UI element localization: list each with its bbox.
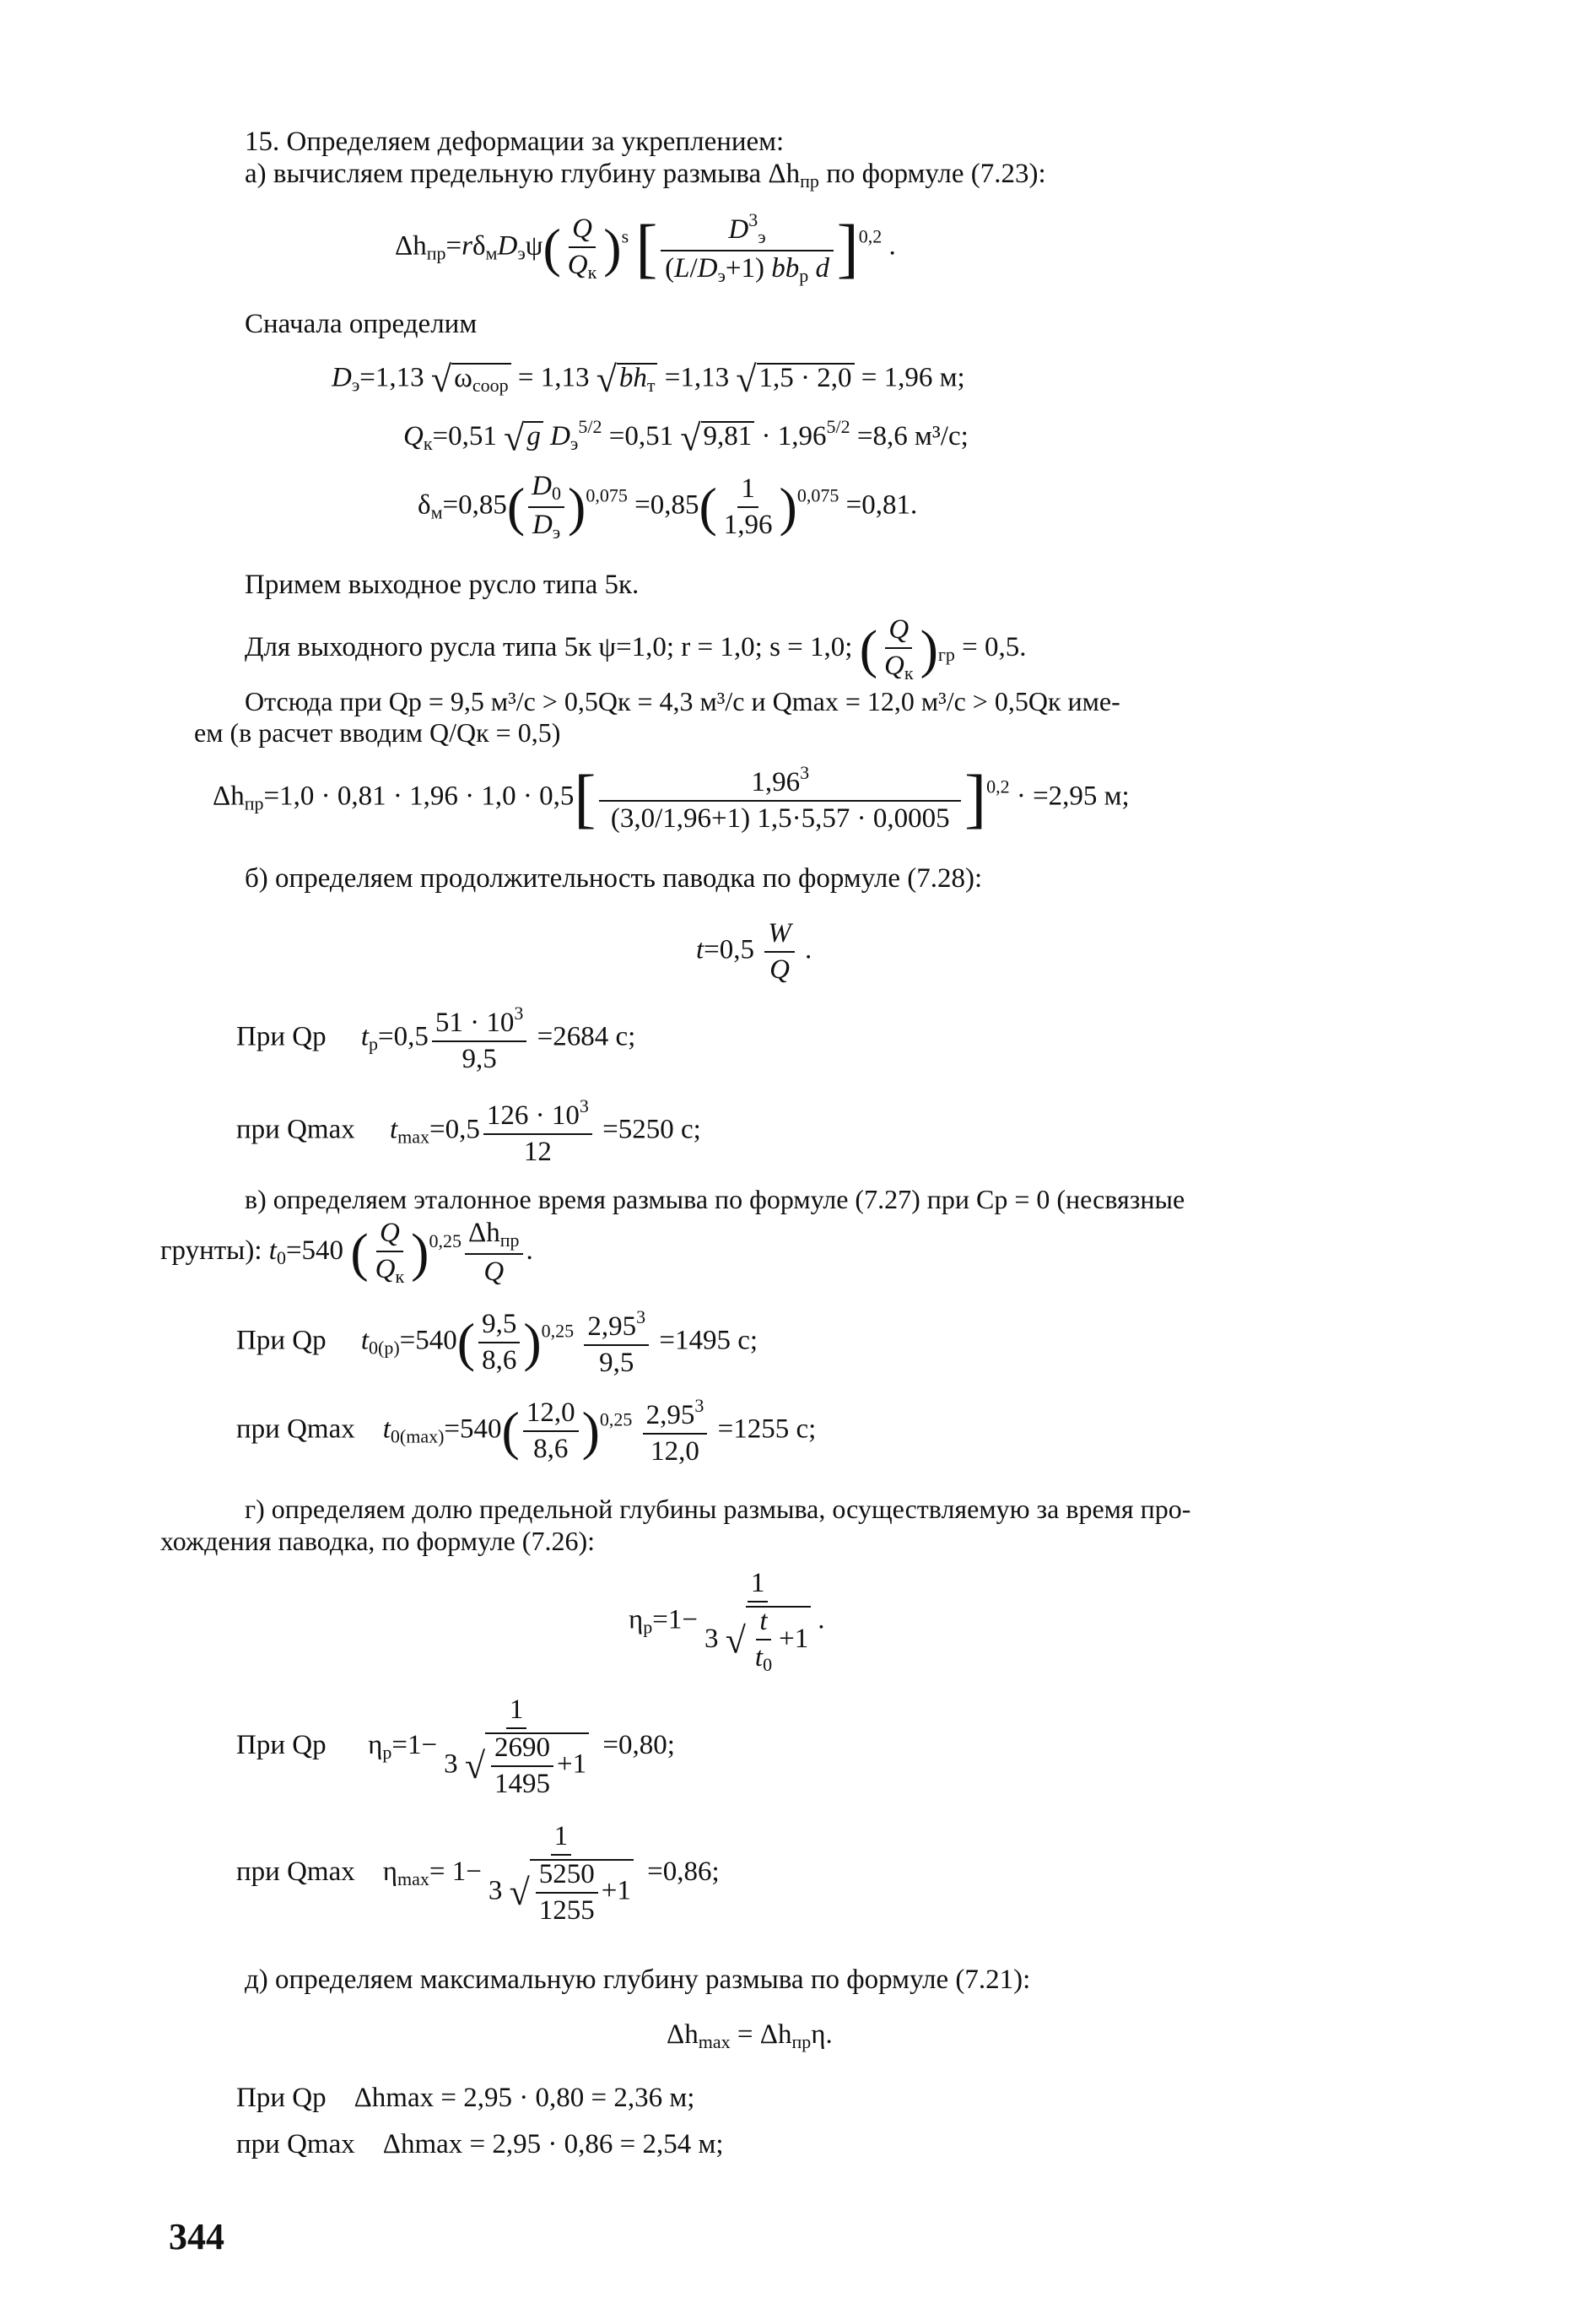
first-define-text: Сначала определим [245,309,478,339]
formula-eta: $\eta_р=1-$ 1 3 √ $\frac{t}{t_0}$ +1 . [629,1568,825,1675]
step-a-intro: а) вычисляем предельную глубину размыва $\Delta h_{пр}$ по формуле (7.23): [245,159,1046,192]
formula-dh-pr: $\Delta h_{пр}=r\delta_мD_э\psi$( $\frac{Q}{Q_к}$ )$^s$ [ $\frac{D^3_э}{(L/D_э+1) bb_р d}$ ]$^{0,2}$ . [395,209,896,286]
calc-eta-max: при Qmax $\eta_{max}= 1-$ 1 3 √ $\frac{5250}{1255}$ +1 =0,86; [236,1821,720,1926]
label-at-qp: При Qр [236,1021,327,1052]
eta-max-result: =0,86; [647,1856,720,1888]
step-e-intro: д) определяем максимальную глубину размыва по формуле (7.21): [245,1965,1031,1995]
dh-pr-result: =2,95 м; [1033,781,1130,812]
step-b-intro: б) определяем продолжительность паводка по формуле (7.28): [245,863,983,894]
calc-dh-max-max: при Qmax Δhmax = 2,95 · 0,86 = 2,54 м; [236,2129,724,2159]
dm-result: =0,81. [845,489,918,521]
section-title: 15. Определяем деформации за укреплением: [245,127,785,157]
dh-max-max-result: Δhmax = 2,95 · 0,86 = 2,54 м; [382,2129,724,2159]
calc-t0p: При Qр $t_{0(р)}=540$( $\frac{9,5}{8,6}$ )$^{0,25}$ $\frac{2,95^3}{9,5}$ =1495 с; [236,1306,758,1378]
formula-t0: грунты): $t_0=540$ ( $\frac{Q}{Q_к}$ )$^{0,25}$ $\frac{\Delta h_{пр}}{Q}$ . [160,1218,533,1287]
formula-t: t=0,5 $\frac{W}{Q}$ . [696,918,812,985]
formula-qk: $Q_к=0,51$ √g $D_э^{5/2} =0,51$ $√9,81 \cdot 1,96^{5/2} =8,6$ м³/с; [403,416,969,459]
accept-channel-type: Примем выходное русло типа 5к. [245,570,640,600]
formula-dh-max: $\Delta h_{max} = \Delta h_{пр}\eta$. [667,2019,833,2052]
tp-result: =2684 с; [537,1021,636,1052]
step-d-intro-1: г) определяем долю предельной глубины размыва, осуществляемую за время про- [245,1494,1191,1524]
label-at-qmax: при Qmax [236,1114,355,1145]
qk-result: =8,6 м³/с; [856,421,969,451]
calc-eta-p: При Qр $\eta_р=1-$ 1 3 √ $\frac{2690}{1495}$ +1 =0,80; [236,1694,675,1799]
t0p-result: =1495 с; [659,1325,758,1356]
formula-de: $D_э=1,13$ $√\omega_{coop} = 1,13$ $√bh_т =1,13$ √1,5 · 2,0 = 1,96 м; [332,359,965,400]
step-c-intro: в) определяем эталонное время размыва по формуле (7.27) при Cр = 0 (несвязные [245,1184,1185,1214]
hence-line-1: Отсюда при Qр = 9,5 м³/с > 0,5Qк = 4,3 м³/с и Qmax = 12,0 м³/с > 0,5Qк име- [245,686,1120,716]
t0max-result: =1255 с; [717,1413,817,1445]
calc-t0max: при Qmax $t_{0(max)}=540$( $\frac{12,0}{8,6}$ )$^{0,25}$ $\frac{2,95^3}{12,0}$ =1255 с; [236,1395,817,1467]
calc-tmax: при Qmax $t_{max}=0,5$ $\frac{126 \cdot 10^3}{12}$ =5250 с; [236,1095,701,1167]
formula-delta-m: $\delta_м=0,85$( $\frac{D_0}{D_э}$ )$^{0,075}$ =0,85( $\frac{1}{1,96}$ )$^{0,075}$ =0,81. [418,471,918,543]
eta-p-result: =0,80; [602,1730,675,1761]
channel-params: Для выходного русла типа 5к ψ=1,0; r = 1,0; s = 1,0; ( $\frac{Q}{Q_к}$ )$_{гр} = 0,5$. [245,614,1027,684]
page-number: 344 [169,2216,224,2257]
tmax-result: =5250 с; [602,1114,701,1145]
step-d-intro-2: хождения паводка, по формуле (7.26): [160,1526,595,1556]
dh-max-p-result: Δhmax = 2,95 · 0,80 = 2,36 м; [354,2083,695,2113]
calc-tp: При Qр $t_р=0,5$ $\frac{51 \cdot 10^3}{9,5}$ =2684 с; [236,1003,636,1074]
formula-dh-pr-numeric: $\Delta h_{пр}=1,0 \cdot 0,81 \cdot 1,96 \cdot 1,0 \cdot 0,5$[ $\frac{1,96^3}{(3,0/1,96+1) 1,5\cdot 5,57 \cdot 0,0005}$ ]$^{0,2}$ · =2,95 м; [213,761,1130,835]
calc-dh-max-p: При Qр Δhmax = 2,95 · 0,80 = 2,36 м; [236,2083,695,2113]
de-result: = 1,96 м; [861,362,965,393]
hence-line-2: ем (в расчет вводим Q/Qк = 0,5) [194,717,561,748]
